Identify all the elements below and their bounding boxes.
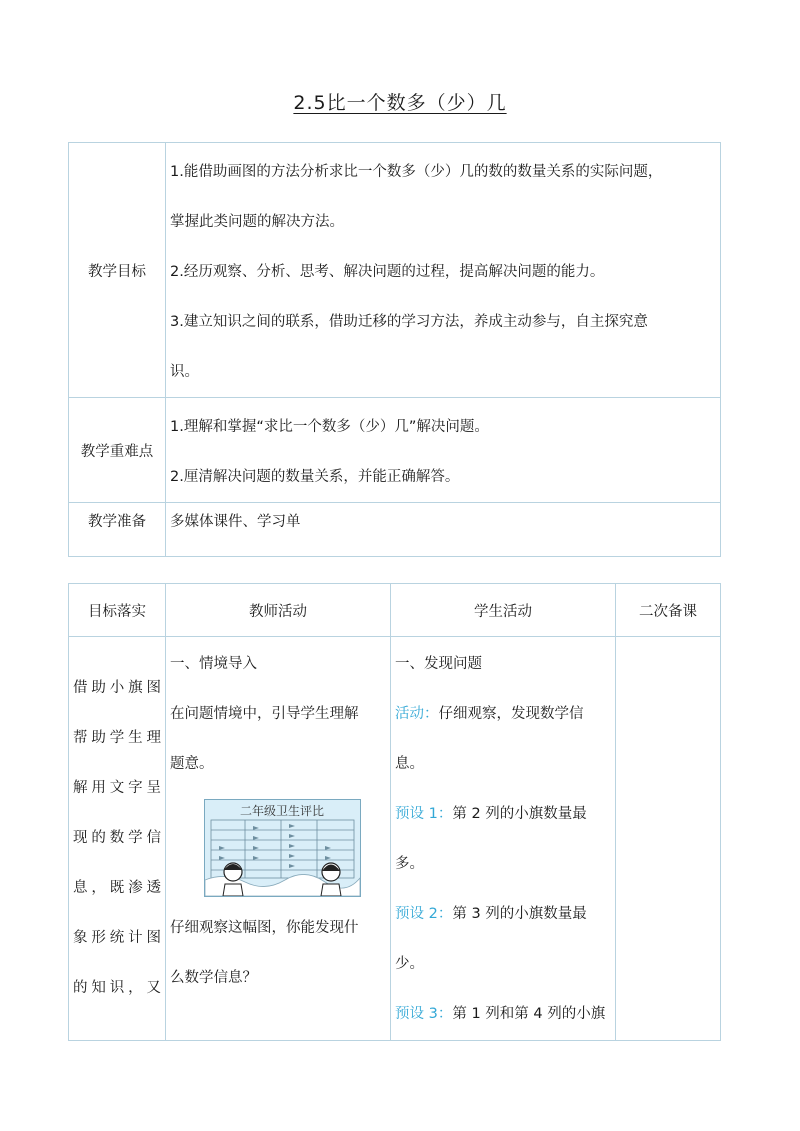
prep-content: 多媒体课件、学习单 (166, 503, 721, 557)
header-teacher: 教师活动 (166, 584, 391, 637)
preset-2-label: 预设 2： (395, 906, 453, 922)
student-section-title: 一、发现问题 (395, 656, 482, 672)
goal-line: 帮助学生理 (73, 730, 161, 746)
header-student: 学生活动 (391, 584, 616, 637)
goals-line: 3.建立知识之间的联系，借助迁移的学习方法，养成主动参与，自主探究意 (170, 314, 648, 330)
preset-2-line: 少。 (395, 956, 424, 972)
goals-label: 教学目标 (69, 143, 166, 398)
preset-1-text: 第 2 列的小旗数量最 (452, 806, 587, 822)
goals-content (166, 143, 721, 398)
goal-column (69, 637, 166, 1041)
preset-3-label: 预设 3： (395, 1006, 453, 1022)
flag-chart-illustration (204, 799, 361, 897)
goal-line: 息，既渗透 (73, 880, 161, 896)
goals-line: 识。 (170, 364, 199, 380)
goals-line: 1.能借助画图的方法分析求比一个数多（少）几的数的数量关系的实际问题， (170, 164, 663, 180)
prep-label: 教学准备 (69, 503, 166, 557)
preset-1-line (395, 789, 611, 839)
teacher-question-line: 仔细观察这幅图，你能发现什 (170, 920, 359, 936)
lesson-info-table (68, 142, 721, 557)
student-activity-line (395, 689, 611, 739)
goal-line: 解用文字呈 (73, 780, 161, 796)
preset-2-text: 第 3 列的小旗数量最 (452, 906, 587, 922)
activity-label: 活动： (395, 706, 439, 722)
goal-line: 的知识，又 (73, 980, 161, 996)
teacher-question-line: 么数学信息？ (170, 970, 257, 986)
illustration-caption: 二年级卫生评比 (239, 804, 325, 818)
header-goal: 目标落实 (69, 584, 166, 637)
preset-3-line (395, 989, 611, 1039)
student-activity-line: 息。 (395, 756, 424, 772)
teacher-intro-line: 在问题情境中，引导学生理解 (170, 706, 359, 722)
teacher-column (166, 637, 391, 1041)
preset-2-line (395, 889, 611, 939)
preset-3-text: 第 1 列和第 4 列的小旗 (452, 1006, 606, 1022)
goal-line: 现的数学信 (73, 830, 161, 846)
goals-line: 2.经历观察、分析、思考、解决问题的过程，提高解决问题的能力。 (170, 264, 605, 280)
key-point-line: 2.厘清解决问题的数量关系，并能正确解答。 (170, 469, 460, 485)
teacher-intro-line: 题意。 (170, 756, 214, 772)
preset-1-label: 预设 1： (395, 806, 453, 822)
key-points-label: 教学重难点 (69, 398, 166, 503)
activity-table (68, 583, 721, 1041)
goals-line: 掌握此类问题的解决方法。 (170, 214, 344, 230)
preset-1-line: 多。 (395, 856, 424, 872)
teacher-section-title: 一、情境导入 (170, 656, 257, 672)
goal-line: 象形统计图 (73, 930, 161, 946)
activity-text: 仔细观察，发现数学信 (438, 706, 584, 722)
key-point-line: 1.理解和掌握“求比一个数多（少）几”解决问题。 (170, 419, 489, 435)
second-prep-column (616, 637, 721, 1041)
key-points-content (166, 398, 721, 503)
page-title: 2.5比一个数多（少）几 (293, 92, 507, 114)
student-column (391, 637, 616, 1041)
goal-line: 借助小旗图 (73, 680, 161, 696)
header-second-prep: 二次备课 (616, 584, 721, 637)
